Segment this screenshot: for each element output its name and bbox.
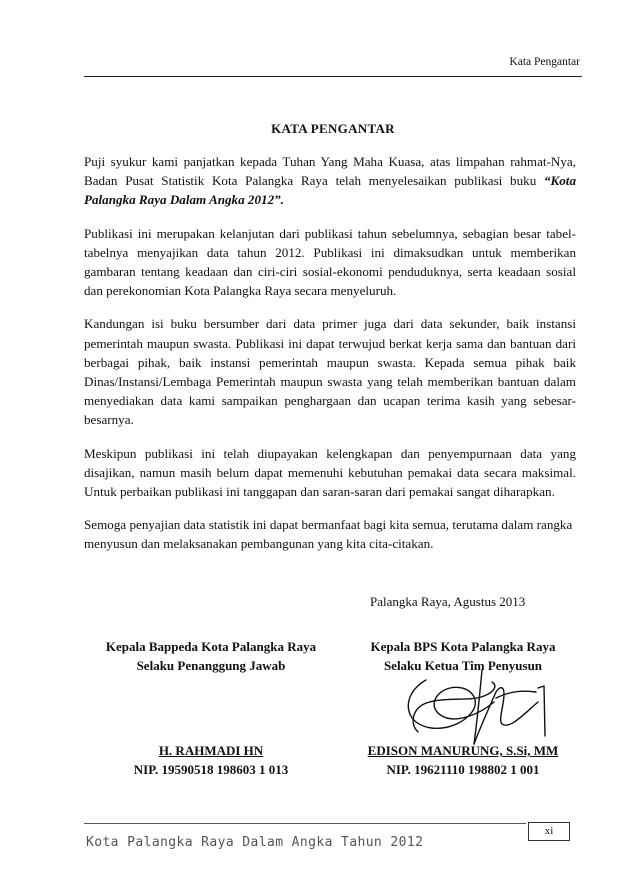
signatory-right-block	[344, 741, 582, 779]
signatory-right-name: EDISON MANURUNG, S.Si, MM	[367, 743, 559, 758]
signatory-right-role-line2: Selaku Ketua Tim Penyusun	[383, 658, 543, 673]
header-rule	[84, 76, 582, 77]
paragraph-3: Kandungan isi buku bersumber dari data primer juga dari data sekunder, baik instansi pemerintah maupun swasta. Publikasi ini dapat terwujud berkat kerja sama dan bantuan dari berbagai pihak, baik instansi pemerintah maupun swasta. Kepada semua pihak baik Dinas/Instansi/Lembaga Pemerintah maupun swasta yang telah memberikan bantuan dalam menyediakan data kami sampaikan penghargaan dan ucapan terima kasih yang sebesar-besarnya.	[84, 316, 576, 428]
place-date: Palangka Raya, Agustus 2013	[370, 594, 526, 609]
paragraph-2: Publikasi ini merupakan kelanjutan dari publikasi tahun sebelumnya, sebagian besar tabel-tabelnya menyajikan data tahun 2012. Publikasi ini dimaksudkan untuk memberikan gambaran tentang keadaan dan ciri-ciri sosial-ekonomi penduduknya, serta keadaan sosial dan perekonomian Kota Palangka Raya secara menyeluruh.	[84, 225, 576, 299]
running-header: Kata Pengantar	[509, 56, 580, 68]
signatory-right-nip: NIP. 19621110 198802 1 001	[386, 762, 540, 777]
page-number: xi	[528, 822, 570, 841]
paragraph-1-text: Puji syukur kami panjatkan kepada Tuhan Yang Maha Kuasa, atas limpahan rahmat-Nya, Badan Pusat Statistik Kota Palangka Raya telah menyelesaikan publikasi buku	[84, 154, 576, 189]
footer-rule	[84, 823, 526, 824]
signatory-right-role-line1: Kepala BPS Kota Palangka Raya	[370, 639, 556, 654]
paragraph-5: Semoga penyajian data statistik ini dapat bermanfaat bagi kita semua, terutama dalam rangka menyusun dan melaksanakan pembangunan yang kita cita-citakan.	[84, 517, 573, 552]
publication-title: “Kota Palangka Raya Dalam Angka 2012”.	[84, 173, 576, 208]
signatory-left-role-line1: Kepala Bappeda Kota Palangka Raya	[105, 639, 317, 654]
signatory-left-name: H. RAHMADI HN	[158, 743, 264, 758]
paragraph-4: Meskipun publikasi ini telah diupayakan kelengkapan dan penyempurnaan data yang disajikan, namun masih belum dapat memenuhi kebutuhan pemakai data secara maksimal. Untuk perbaikan publikasi ini tanggapan dan saran-saran dari pemakai sangat diharapkan.	[84, 445, 576, 500]
signatory-left-block	[84, 741, 338, 779]
body-text	[84, 152, 576, 568]
signatory-left-role	[84, 637, 338, 675]
signatory-left-role-line2: Selaku Penanggung Jawab	[136, 658, 286, 673]
handwritten-signature	[398, 662, 548, 750]
footer-publication: Kota Palangka Raya Dalam Angka Tahun 2012	[86, 835, 424, 850]
paragraph-1	[84, 152, 576, 210]
signatory-left-nip: NIP. 19590518 198603 1 013	[133, 762, 289, 777]
page-title: KATA PENGANTAR	[271, 121, 395, 136]
